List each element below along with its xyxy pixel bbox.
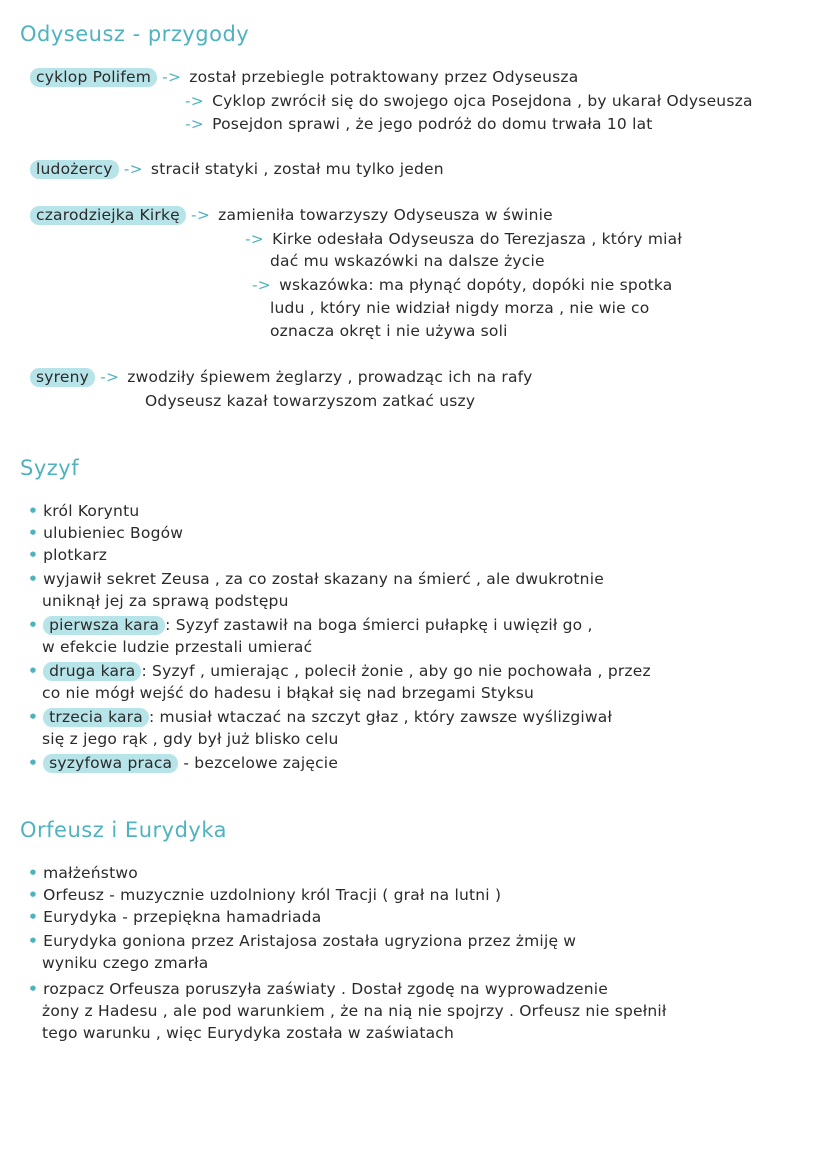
orfeusz-bullet-1 (28, 864, 138, 882)
syzyf-bullet-6b (42, 684, 534, 702)
note-text: Eurydyka - przepiękna hamadriada (43, 908, 322, 926)
note-text: Odyseusz kazał towarzyszom zatkać uszy (145, 392, 476, 410)
arrow-icon: -> (245, 230, 264, 248)
note-text: małżeństwo (43, 864, 138, 882)
term-highlight-kirke: czarodziejka Kirkę (30, 206, 186, 225)
kirke-line-1 (30, 206, 553, 224)
section-title-orfeusz: Orfeusz i Eurydyka (20, 818, 227, 842)
bullet-icon: • (28, 616, 39, 634)
note-text: ulubieniec Bogów (43, 524, 184, 542)
bullet-icon: • (28, 570, 39, 588)
syzyf-bullet-5a (28, 616, 593, 634)
note-text: : musiał wtaczać na szczyt głaz , który zawsze wyślizgiwał (148, 708, 613, 726)
note-text: Cyklop zwrócił się do swojego ojca Posejdona , by ukarał Odyseusza (212, 92, 753, 110)
bullet-icon: • (28, 524, 39, 542)
note-text: ludu , który nie widział nigdy morza , nie wie co (270, 299, 650, 317)
syzyf-bullet-8 (28, 754, 338, 772)
syreny-line-2 (145, 392, 475, 410)
arrow-icon: -> (123, 160, 143, 178)
note-text: Posejdon sprawi , że jego podróż do domu trwała 10 lat (212, 115, 653, 133)
kirke-line-2 (245, 230, 682, 248)
note-text: co nie mógł wejść do hadesu i błąkał się nad brzegami Styksu (42, 684, 535, 702)
bullet-icon: • (28, 708, 39, 726)
bullet-icon: • (28, 502, 39, 520)
bullet-icon: • (28, 908, 39, 926)
bullet-icon: • (28, 546, 39, 564)
syzyf-bullet-4a (28, 570, 604, 588)
term-highlight-polifem: cyklop Polifem (30, 68, 157, 87)
term-highlight-ludozercy: ludożercy (30, 160, 119, 179)
note-text: się z jego rąk , gdy był już blisko celu (42, 730, 339, 748)
note-text: dać mu wskazówki na dalsze życie (270, 252, 545, 270)
orfeusz-bullet-4a (28, 932, 576, 950)
syzyf-bullet-6a (28, 662, 651, 680)
note-text: wyjawił sekret Zeusa , za co został skazany na śmierć , ale dwukrotnie (43, 570, 604, 588)
note-text: w efekcie ludzie przestali umierać (42, 638, 313, 656)
syzyf-bullet-2 (28, 524, 183, 542)
bullet-icon: • (28, 886, 39, 904)
arrow-icon: -> (185, 115, 204, 133)
note-text: wyniku czego zmarła (42, 954, 209, 972)
note-text: żony z Hadesu , ale pod warunkiem , że na nią nie spojrzy . Orfeusz nie spełnił (42, 1002, 667, 1020)
note-text: Eurydyka goniona przez Aristajosa została ugryziona przez żmiję w (43, 932, 577, 950)
note-text: : Syzyf zastawił na boga śmierci pułapkę i uwięził go , (165, 616, 593, 634)
polifem-line-3 (185, 115, 653, 133)
term-highlight-syreny: syreny (30, 368, 95, 387)
note-text: tego warunku , więc Eurydyka została w zaświatach (42, 1024, 455, 1042)
arrow-icon: -> (100, 368, 120, 386)
note-text: król Koryntu (43, 502, 140, 520)
syzyf-bullet-7b (42, 730, 339, 748)
syzyf-bullet-4b (42, 592, 289, 610)
term-highlight-druga-kara: druga kara (43, 662, 141, 681)
note-text: został przebiegle potraktowany przez Odyseusza (189, 68, 579, 86)
orfeusz-bullet-2 (28, 886, 501, 904)
bullet-icon: • (28, 662, 39, 680)
syzyf-bullet-3 (28, 546, 107, 564)
term-highlight-pierwsza-kara: pierwsza kara (43, 616, 165, 635)
polifem-line-1 (30, 68, 578, 86)
term-highlight-trzecia-kara: trzecia kara (43, 708, 149, 727)
orfeusz-bullet-5c (42, 1024, 454, 1042)
term-highlight-syzyfowa-praca: syzyfowa praca (43, 754, 178, 773)
arrow-icon: -> (252, 276, 271, 294)
section-title-syzyf: Syzyf (20, 456, 80, 480)
note-text: zamieniła towarzyszy Odyseusza w świnie (218, 206, 553, 224)
kirke-line-3 (270, 252, 545, 270)
syzyf-bullet-7a (28, 708, 612, 726)
note-text: stracił statyki , został mu tylko jeden (150, 160, 444, 178)
syzyf-bullet-1 (28, 502, 139, 520)
note-text: - bezcelowe zajęcie (183, 754, 339, 772)
note-text: oznacza okręt i nie używa soli (270, 322, 508, 340)
polifem-line-2 (185, 92, 753, 110)
kirke-line-4 (252, 276, 673, 294)
ludozercy-line (30, 160, 444, 178)
syzyf-bullet-5b (42, 638, 312, 656)
bullet-icon: • (28, 754, 39, 772)
kirke-line-6 (270, 322, 508, 340)
orfeusz-bullet-3 (28, 908, 321, 926)
bullet-icon: • (28, 864, 39, 882)
section-title-odyseusz: Odyseusz - przygody (20, 22, 250, 46)
note-text: zwodziły śpiewem żeglarzy , prowadząc ich na rafy (127, 368, 533, 386)
orfeusz-bullet-5b (42, 1002, 667, 1020)
note-text: uniknął jej za sprawą podstępu (42, 592, 289, 610)
orfeusz-bullet-5a (28, 980, 608, 998)
note-text: wskazówka: ma płynąć dopóty, dopóki nie spotka (279, 276, 673, 294)
note-text: plotkarz (43, 546, 108, 564)
bullet-icon: • (28, 980, 39, 998)
note-text: Kirke odesłała Odyseusza do Terezjasza , który miał (272, 230, 682, 248)
arrow-icon: -> (185, 92, 204, 110)
bullet-icon: • (28, 932, 39, 950)
note-text: Orfeusz - muzycznie uzdolniony król Tracji ( grał na lutni ) (43, 886, 502, 904)
kirke-line-5 (270, 299, 649, 317)
arrow-icon: -> (162, 68, 182, 86)
arrow-icon: -> (191, 206, 211, 224)
note-text: rozpacz Orfeusza poruszyła zaświaty . Dostał zgodę na wyprowadzenie (43, 980, 609, 998)
note-text: : Syzyf , umierając , polecił żonie , aby go nie pochowała , przez (141, 662, 651, 680)
orfeusz-bullet-4b (42, 954, 208, 972)
syreny-line-1 (30, 368, 532, 386)
